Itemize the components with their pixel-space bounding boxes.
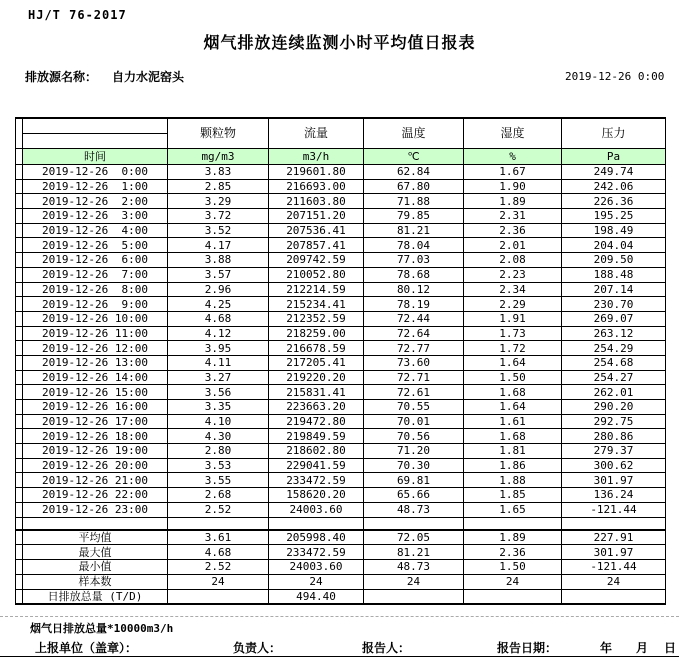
summary-value: 4.68	[168, 545, 269, 560]
bottom-rule	[0, 656, 679, 657]
year-label: 年	[600, 641, 613, 655]
summary-label: 日排放总量 (T/D)	[23, 589, 168, 604]
row-value: 195.25	[562, 209, 666, 224]
row-value: 292.75	[562, 414, 666, 429]
row-value: 1.81	[464, 444, 562, 459]
row-time: 2019-12-26 13:00	[23, 355, 168, 370]
unit-pressure: Pa	[562, 149, 666, 165]
summary-value: 1.89	[464, 530, 562, 545]
row-value: 78.04	[364, 238, 464, 253]
row-value: 2.80	[168, 444, 269, 459]
report-date-label: 报告日期：	[497, 641, 558, 655]
row-time: 2019-12-26 11:00	[23, 326, 168, 341]
page-break-line	[0, 616, 679, 617]
row-time: 2019-12-26 6:00	[23, 253, 168, 268]
gutter-cell	[16, 238, 23, 253]
row-value: 207536.41	[269, 223, 364, 238]
column-header-particulate: 颗粒物	[168, 118, 269, 149]
table-row	[16, 311, 666, 326]
summary-value: 2.36	[464, 545, 562, 560]
row-time: 2019-12-26 7:00	[23, 267, 168, 282]
day-label: 日	[664, 641, 677, 655]
summary-value: 24	[562, 574, 666, 589]
table-row	[16, 444, 666, 459]
row-value: 242.06	[562, 179, 666, 194]
gutter-cell	[16, 545, 23, 560]
summary-label: 平均值	[23, 530, 168, 545]
row-time: 2019-12-26 0:00	[23, 165, 168, 180]
table-row	[16, 400, 666, 415]
gutter-cell	[16, 118, 23, 149]
row-value: 211603.80	[269, 194, 364, 209]
row-value: 263.12	[562, 326, 666, 341]
row-value: 71.88	[364, 194, 464, 209]
source-name-value: 自力水泥窑头	[112, 70, 185, 84]
row-value: 72.77	[364, 341, 464, 356]
row-value: 72.44	[364, 311, 464, 326]
row-value: 65.66	[364, 488, 464, 503]
row-value: 219472.80	[269, 414, 364, 429]
summary-value: 205998.40	[269, 530, 364, 545]
summary-value: 1.50	[464, 560, 562, 575]
row-value: 209.50	[562, 253, 666, 268]
row-value: -121.44	[562, 502, 666, 517]
row-value: 4.11	[168, 355, 269, 370]
row-value: 3.27	[168, 370, 269, 385]
row-value: 78.19	[364, 297, 464, 312]
row-value: 4.30	[168, 429, 269, 444]
row-value: 80.12	[364, 282, 464, 297]
report-datetime: 2019-12-26 0:00	[565, 70, 665, 83]
summary-value: 24	[269, 574, 364, 589]
row-value: 301.97	[562, 473, 666, 488]
row-value: 2.23	[464, 267, 562, 282]
summary-label: 样本数	[23, 574, 168, 589]
unit-temperature: ℃	[364, 149, 464, 165]
row-value: 219601.80	[269, 165, 364, 180]
row-time: 2019-12-26 14:00	[23, 370, 168, 385]
gutter-cell	[16, 194, 23, 209]
row-value: 249.74	[562, 165, 666, 180]
table-row	[16, 267, 666, 282]
gutter-cell	[16, 444, 23, 459]
row-value: 2.29	[464, 297, 562, 312]
summary-value: 24003.60	[269, 560, 364, 575]
row-value: 3.95	[168, 341, 269, 356]
table-row	[16, 385, 666, 400]
row-value: 78.68	[364, 267, 464, 282]
report-title: 烟气排放连续监测小时平均值日报表	[203, 33, 476, 52]
row-value: 71.20	[364, 444, 464, 459]
column-header-pressure: 压力	[562, 118, 666, 149]
row-value: 207.14	[562, 282, 666, 297]
table-row	[16, 179, 666, 194]
summary-value: 24	[464, 574, 562, 589]
gutter-cell	[16, 488, 23, 503]
row-value: 3.53	[168, 458, 269, 473]
row-value: 204.04	[562, 238, 666, 253]
standard-number: HJ/T 76-2017	[28, 8, 127, 22]
row-value: 1.72	[464, 341, 562, 356]
row-value: 72.64	[364, 326, 464, 341]
row-value: 230.70	[562, 297, 666, 312]
row-value: 262.01	[562, 385, 666, 400]
row-value: 136.24	[562, 488, 666, 503]
row-value: 198.49	[562, 223, 666, 238]
corner-split-bottom	[23, 134, 167, 148]
row-value: 2.34	[464, 282, 562, 297]
gutter-cell	[16, 560, 23, 575]
row-time: 2019-12-26 8:00	[23, 282, 168, 297]
row-value: 67.80	[364, 179, 464, 194]
row-value: 1.65	[464, 502, 562, 517]
row-value: 3.52	[168, 223, 269, 238]
row-value: 216693.00	[269, 179, 364, 194]
summary-value	[364, 589, 464, 604]
gutter-cell	[16, 530, 23, 545]
row-value: 1.64	[464, 400, 562, 415]
responsible-label: 负责人：	[233, 641, 282, 655]
table-row	[16, 355, 666, 370]
row-value: 254.29	[562, 341, 666, 356]
column-header-row	[16, 118, 666, 149]
summary-value: 494.40	[269, 589, 364, 604]
row-value: 229041.59	[269, 458, 364, 473]
summary-value	[562, 589, 666, 604]
row-value: 1.90	[464, 179, 562, 194]
row-value: 1.86	[464, 458, 562, 473]
row-value: 226.36	[562, 194, 666, 209]
row-value: 300.62	[562, 458, 666, 473]
summary-value: 227.91	[562, 530, 666, 545]
row-time: 2019-12-26 19:00	[23, 444, 168, 459]
row-value: 48.73	[364, 502, 464, 517]
table-row	[16, 502, 666, 517]
row-value: 2.01	[464, 238, 562, 253]
gutter-cell	[16, 223, 23, 238]
row-value: 1.68	[464, 385, 562, 400]
row-value: 3.55	[168, 473, 269, 488]
row-value: 269.07	[562, 311, 666, 326]
gutter-cell	[16, 209, 23, 224]
row-value: 73.60	[364, 355, 464, 370]
row-time: 2019-12-26 4:00	[23, 223, 168, 238]
summary-row	[16, 589, 666, 604]
table-row	[16, 194, 666, 209]
row-value: 1.91	[464, 311, 562, 326]
row-value: 77.03	[364, 253, 464, 268]
summary-row	[16, 560, 666, 575]
gutter-cell	[16, 179, 23, 194]
gutter-cell	[16, 165, 23, 180]
summary-value: 2.52	[168, 560, 269, 575]
row-value: 70.55	[364, 400, 464, 415]
row-time: 2019-12-26 20:00	[23, 458, 168, 473]
summary-value: 3.61	[168, 530, 269, 545]
row-value: 1.68	[464, 429, 562, 444]
gutter-cell	[16, 341, 23, 356]
summary-value: -121.44	[562, 560, 666, 575]
row-time: 2019-12-26 1:00	[23, 179, 168, 194]
gutter-cell	[16, 429, 23, 444]
gutter-cell	[16, 370, 23, 385]
table-row	[16, 429, 666, 444]
row-value: 24003.60	[269, 502, 364, 517]
row-value: 215831.41	[269, 385, 364, 400]
row-value: 158620.20	[269, 488, 364, 503]
summary-value: 24	[364, 574, 464, 589]
row-value: 210052.80	[269, 267, 364, 282]
row-value: 254.27	[562, 370, 666, 385]
summary-value: 81.21	[364, 545, 464, 560]
row-value: 72.61	[364, 385, 464, 400]
source-name-label: 排放源名称：	[25, 70, 98, 84]
row-value: 3.83	[168, 165, 269, 180]
row-value: 70.01	[364, 414, 464, 429]
row-value: 279.37	[562, 444, 666, 459]
row-value: 212214.59	[269, 282, 364, 297]
row-value: 2.96	[168, 282, 269, 297]
row-value: 1.88	[464, 473, 562, 488]
summary-value	[168, 589, 269, 604]
footer-note: 烟气日排放总量*10000m3/h	[30, 622, 174, 635]
row-value: 4.17	[168, 238, 269, 253]
row-time: 2019-12-26 9:00	[23, 297, 168, 312]
spacer-row	[16, 517, 666, 530]
table-row	[16, 488, 666, 503]
table-row	[16, 458, 666, 473]
row-time: 2019-12-26 17:00	[23, 414, 168, 429]
unit-flow: m3/h	[269, 149, 364, 165]
unit-particulate: mg/m3	[168, 149, 269, 165]
summary-value	[464, 589, 562, 604]
row-time: 2019-12-26 23:00	[23, 502, 168, 517]
row-value: 290.20	[562, 400, 666, 415]
row-value: 1.67	[464, 165, 562, 180]
summary-value: 48.73	[364, 560, 464, 575]
row-value: 1.89	[464, 194, 562, 209]
row-value: 2.08	[464, 253, 562, 268]
table-row	[16, 253, 666, 268]
row-value: 233472.59	[269, 473, 364, 488]
table-row	[16, 341, 666, 356]
row-value: 70.56	[364, 429, 464, 444]
row-value: 254.68	[562, 355, 666, 370]
summary-value: 72.05	[364, 530, 464, 545]
row-time: 2019-12-26 22:00	[23, 488, 168, 503]
gutter-cell	[16, 355, 23, 370]
row-value: 3.57	[168, 267, 269, 282]
corner-split-cell	[23, 118, 168, 149]
summary-value: 301.97	[562, 545, 666, 560]
table-row	[16, 370, 666, 385]
summary-value: 24	[168, 574, 269, 589]
report-table	[15, 117, 666, 605]
gutter-cell	[16, 473, 23, 488]
row-value: 4.10	[168, 414, 269, 429]
row-value: 219849.59	[269, 429, 364, 444]
row-value: 280.86	[562, 429, 666, 444]
gutter-cell	[16, 414, 23, 429]
row-value: 62.84	[364, 165, 464, 180]
row-time: 2019-12-26 18:00	[23, 429, 168, 444]
table-row	[16, 473, 666, 488]
row-value: 2.85	[168, 179, 269, 194]
summary-label: 最大值	[23, 545, 168, 560]
gutter-cell	[16, 282, 23, 297]
row-value: 79.85	[364, 209, 464, 224]
row-value: 69.81	[364, 473, 464, 488]
row-time: 2019-12-26 15:00	[23, 385, 168, 400]
row-value: 218259.00	[269, 326, 364, 341]
row-value: 1.64	[464, 355, 562, 370]
table-row	[16, 326, 666, 341]
report-unit-label: 上报单位（盖章）：	[35, 641, 138, 655]
column-header-temperature: 温度	[364, 118, 464, 149]
row-time: 2019-12-26 12:00	[23, 341, 168, 356]
row-value: 72.71	[364, 370, 464, 385]
row-value: 209742.59	[269, 253, 364, 268]
row-time: 2019-12-26 16:00	[23, 400, 168, 415]
row-value: 4.12	[168, 326, 269, 341]
gutter-cell	[16, 311, 23, 326]
row-time: 2019-12-26 5:00	[23, 238, 168, 253]
gutter-cell	[16, 400, 23, 415]
table-row	[16, 209, 666, 224]
row-value: 3.35	[168, 400, 269, 415]
row-value: 3.72	[168, 209, 269, 224]
table-row	[16, 282, 666, 297]
table-row	[16, 414, 666, 429]
table-row	[16, 238, 666, 253]
summary-label: 最小值	[23, 560, 168, 575]
row-time: 2019-12-26 3:00	[23, 209, 168, 224]
summary-row	[16, 574, 666, 589]
row-value: 207857.41	[269, 238, 364, 253]
row-time: 2019-12-26 10:00	[23, 311, 168, 326]
gutter-cell	[16, 297, 23, 312]
time-header: 时间	[23, 149, 168, 165]
row-value: 217205.41	[269, 355, 364, 370]
gutter-cell	[16, 149, 23, 165]
gutter-cell	[16, 502, 23, 517]
row-time: 2019-12-26 2:00	[23, 194, 168, 209]
summary-value: 233472.59	[269, 545, 364, 560]
gutter-cell	[16, 253, 23, 268]
corner-split-top	[23, 119, 167, 134]
row-value: 2.52	[168, 502, 269, 517]
gutter-cell	[16, 574, 23, 589]
gutter-cell	[16, 458, 23, 473]
summary-row	[16, 545, 666, 560]
unit-humidity: %	[464, 149, 562, 165]
row-value: 218602.80	[269, 444, 364, 459]
row-value: 1.73	[464, 326, 562, 341]
unit-row	[16, 149, 666, 165]
table-row	[16, 297, 666, 312]
reporter-label: 报告人：	[362, 641, 411, 655]
row-value: 212352.59	[269, 311, 364, 326]
row-value: 2.31	[464, 209, 562, 224]
gutter-cell	[16, 589, 23, 604]
row-value: 3.29	[168, 194, 269, 209]
row-value: 1.50	[464, 370, 562, 385]
gutter-cell	[16, 267, 23, 282]
row-value: 4.25	[168, 297, 269, 312]
column-header-humidity: 湿度	[464, 118, 562, 149]
row-value: 188.48	[562, 267, 666, 282]
row-value: 3.88	[168, 253, 269, 268]
row-value: 207151.20	[269, 209, 364, 224]
row-value: 4.68	[168, 311, 269, 326]
row-value: 223663.20	[269, 400, 364, 415]
row-value: 216678.59	[269, 341, 364, 356]
gutter-cell	[16, 326, 23, 341]
summary-row	[16, 530, 666, 545]
row-value: 2.36	[464, 223, 562, 238]
table-row	[16, 223, 666, 238]
row-value: 215234.41	[269, 297, 364, 312]
row-value: 70.30	[364, 458, 464, 473]
row-value: 1.61	[464, 414, 562, 429]
row-value: 3.56	[168, 385, 269, 400]
row-value: 2.68	[168, 488, 269, 503]
month-label: 月	[636, 641, 649, 655]
column-header-flow: 流量	[269, 118, 364, 149]
row-value: 81.21	[364, 223, 464, 238]
row-value: 1.85	[464, 488, 562, 503]
gutter-cell	[16, 517, 23, 530]
table-row	[16, 165, 666, 180]
gutter-cell	[16, 385, 23, 400]
row-value: 219220.20	[269, 370, 364, 385]
row-time: 2019-12-26 21:00	[23, 473, 168, 488]
